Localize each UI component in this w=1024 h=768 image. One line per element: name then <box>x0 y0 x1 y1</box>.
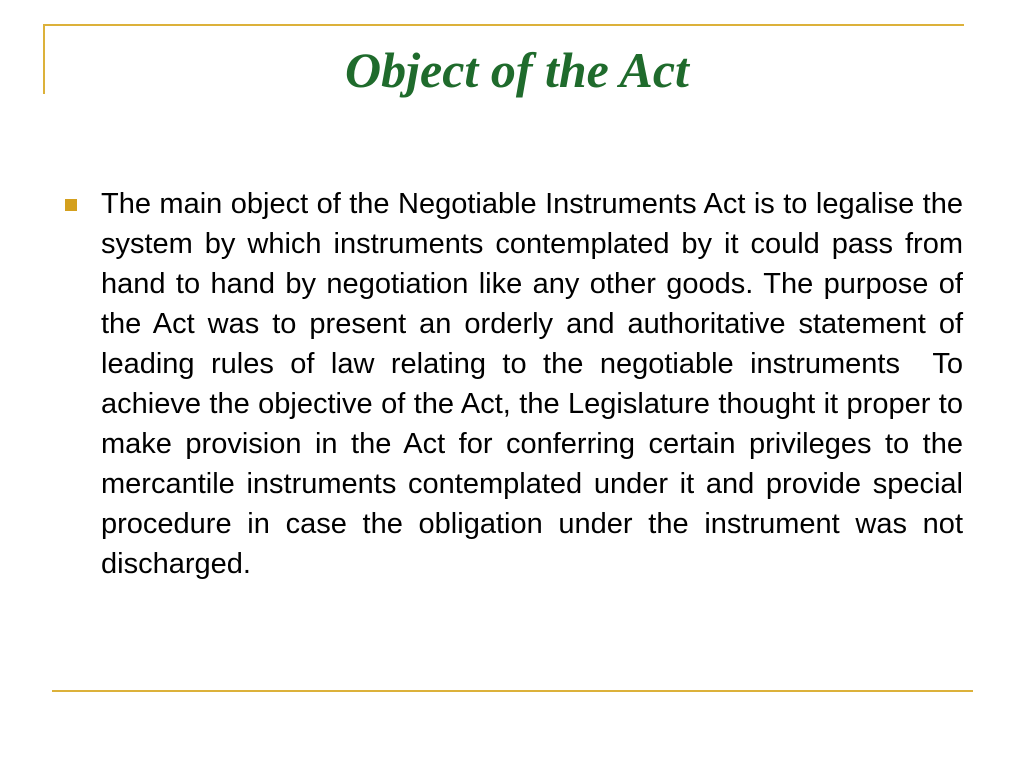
slide-title: Object of the Act <box>345 42 689 98</box>
bullet-text: The main object of the Negotiable Instruments Act is to legalise the system by which instruments contemplated by it could pass from hand to hand by negotiation like any other goods. The purpose of the Act was to present an orderly and authoritative statement of leading rules of law relating to the negotiable instruments To achieve the objective of the Act, the Legislature thought it proper to make provision in the Act for conferring certain privileges to the mercantile instruments contemplated under it and provide special procedure in case the obligation under the instrument was not discharged. <box>101 188 972 580</box>
square-bullet-icon <box>65 199 77 211</box>
bottom-divider <box>52 690 973 692</box>
top-divider <box>43 24 964 26</box>
